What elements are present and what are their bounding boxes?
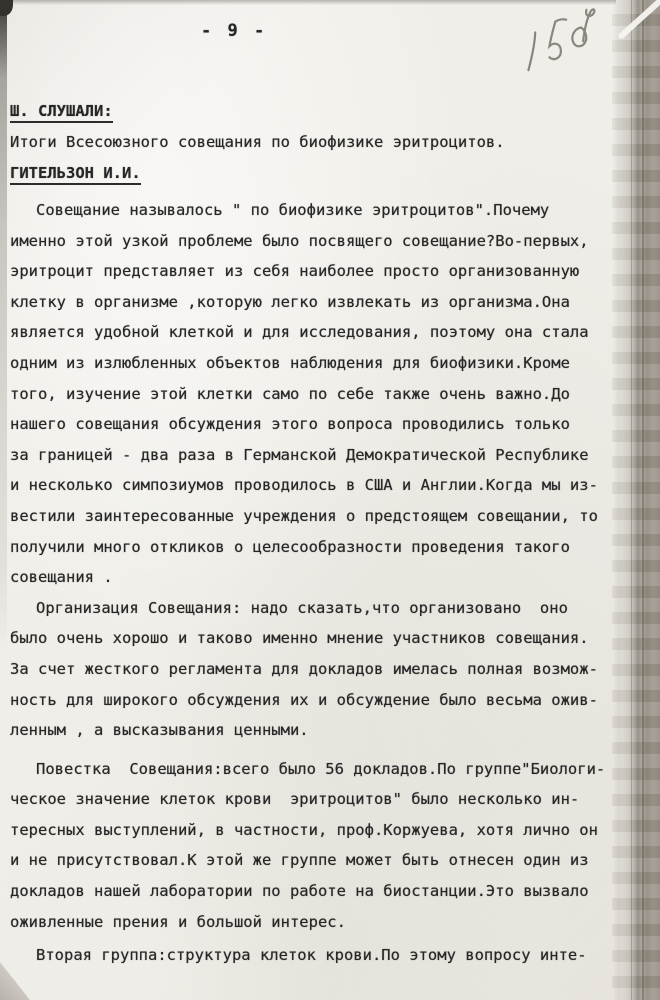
text-line: и несколько симпозиумов проводилось в США и Англии.Когда мы из- xyxy=(10,476,598,495)
scan-corner-mark xyxy=(0,0,13,16)
speaker-line xyxy=(10,158,612,189)
text-line: за границей - два раза в Германской Демократической Республике xyxy=(10,445,589,464)
section-heading-line xyxy=(10,96,612,127)
book-page-edges xyxy=(612,0,660,1000)
paragraph xyxy=(10,195,612,593)
text-line: одним из излюбленных объектов наблюдения для биофизики.Кроме xyxy=(10,353,570,372)
typewritten-text xyxy=(10,96,612,971)
section-subject-line xyxy=(10,127,612,158)
text-line: именно этой узкой проблеме было посвящего совещание?Во-первых, xyxy=(10,231,589,250)
text-line: получили много откликов о целесообразности проведения такого xyxy=(10,537,570,556)
handwritten-folio-number xyxy=(499,2,605,80)
scan-shadow-left xyxy=(0,0,7,650)
text-line: клетку в организме ,которую легко извлекать из организма.Она xyxy=(10,292,570,311)
text-line: тересных выступлений, в частности, проф.Коржуева, хотя лично он xyxy=(10,820,598,839)
text-line: докладов нашей лаборатории по работе на биостанции.Это вызвало xyxy=(10,882,589,901)
text-line: совещания . xyxy=(10,568,113,587)
text-line: ленным , а высказывания ценными. xyxy=(10,721,309,740)
text-line: того, изучение этой клетки само по себе также очень важно.До xyxy=(10,384,570,403)
speaker-name: ГИТЕЛЬЗОН И.И. xyxy=(10,164,141,185)
text-line: было очень хорошо и таково именно мнение участников совещания. xyxy=(10,629,589,648)
text-line: и не присутствовал.К этой же группе может быть отнесен один из xyxy=(10,851,589,870)
paragraph xyxy=(10,940,612,971)
text-line: нашего совещания обсуждения этого вопроса проводились только xyxy=(10,415,570,434)
text-line: Вторая группа:структура клеток крови.По этому вопросу инте- xyxy=(36,946,587,965)
paragraph xyxy=(10,593,612,746)
paragraph xyxy=(10,754,612,938)
text-line: эритроцит представляет из себя наиболее просто организованную xyxy=(10,262,580,281)
section-subject: Итоги Всесоюзного совещания по биофизике эритроцитов. xyxy=(10,133,505,151)
text-line: Совещание называлось " по биофизике эритроцитов".Почему xyxy=(36,201,550,219)
text-line: Повестка Совещания:всего было 56 докладов.По группе"Биологи- xyxy=(36,759,606,778)
page-number: - 9 - xyxy=(201,21,268,41)
text-line: является удобной клеткой и для исследования, поэтому она стала xyxy=(10,323,589,342)
page-edge-streak xyxy=(631,0,632,1000)
section-heading: Ш. СЛУШАЛИ: xyxy=(10,102,113,123)
scan-shadow-top xyxy=(0,0,616,5)
text-line: ческое значение клеток крови эритроцитов" было несколько ин- xyxy=(10,790,580,809)
text-line: вестили заинтересованные учреждения о предстоящем совещании, то xyxy=(10,506,598,525)
text-line: оживленные прения и большой интерес. xyxy=(10,912,346,931)
document-body xyxy=(10,195,612,971)
text-line: ность для широкого обсуждения их и обсуждение было весьма ожив- xyxy=(10,690,598,709)
page-edge-streak xyxy=(642,0,644,1000)
text-line: Организация Совещания: надо сказать,что организовано оно xyxy=(36,598,568,617)
text-line: За счет жесткого регламента для докладов имелась полная возмож- xyxy=(10,659,598,678)
